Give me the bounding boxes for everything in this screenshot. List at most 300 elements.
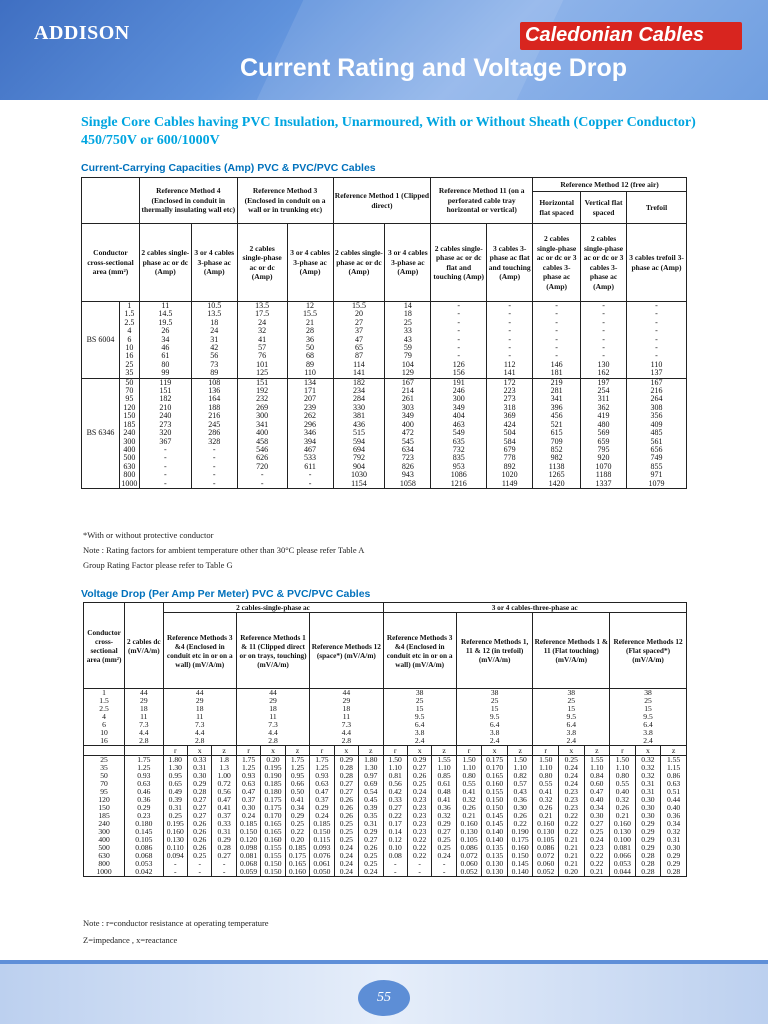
table-cell: 0.33: [193, 755, 207, 764]
table-cell: 0.130: [166, 835, 184, 844]
table-cell: 0.47: [315, 787, 329, 796]
table-cell: 15: [490, 704, 499, 713]
table-cell: -: [655, 326, 658, 336]
table-cell: 7.3: [341, 720, 352, 729]
table-cell: 44: [342, 688, 351, 697]
table-cell: 0.27: [193, 795, 207, 804]
table-cell: -: [602, 334, 605, 344]
table-cell: 1.50: [615, 755, 630, 764]
table-cell: 0.31: [193, 763, 207, 772]
t2-large-col: [482, 756, 508, 877]
table-cell: 80: [161, 359, 170, 369]
table-cell: 0.115: [313, 835, 331, 844]
table-cell: 1.75: [290, 755, 305, 764]
table-cell: 0.30: [641, 811, 655, 820]
table-cell: 0.22: [564, 827, 578, 836]
table-cell: 234: [352, 386, 365, 396]
table-cell: 1.10: [539, 763, 553, 772]
table-cell: 1.5: [99, 696, 109, 705]
table-cell: 630: [98, 851, 110, 860]
table-cell: 0.22: [564, 811, 578, 820]
table-cell: 0.072: [460, 851, 478, 860]
table-cell: 0.086: [460, 843, 478, 852]
t2-head-dc: 2 cables dc (mV/A/m): [125, 603, 163, 689]
table-cell: 14: [403, 301, 412, 310]
table-cell: 0.69: [364, 779, 378, 788]
table-cell: 1058: [399, 478, 416, 488]
table-cell: -: [508, 351, 511, 361]
table-cell: 137: [650, 368, 663, 378]
voltage-drop-table: [83, 602, 687, 877]
table-cell: -: [555, 301, 558, 310]
table-cell: 0.37: [315, 795, 329, 804]
table-cell: 0.155: [486, 787, 504, 796]
table-cell: -: [555, 343, 558, 353]
table-cell: 0.130: [460, 827, 478, 836]
table-cell: 0.052: [537, 867, 555, 876]
table-cell: 0.34: [590, 803, 604, 812]
t2-large-col: [334, 756, 358, 877]
table-cell: 308: [650, 402, 663, 412]
table-cell: 191: [452, 377, 465, 387]
table-cell: 240: [123, 428, 136, 438]
table-cell: 0.29: [666, 851, 681, 860]
table-cell: 25: [100, 755, 108, 764]
table-cell: 188: [208, 402, 221, 412]
t1-head-8: 3 cables 3-phase ac flat and touching (Amp): [487, 224, 533, 302]
table-cell: 0.175: [511, 835, 529, 844]
table-cell: 182: [159, 394, 172, 404]
table-cell: -: [198, 859, 201, 868]
table-cell: 0.24: [339, 851, 353, 860]
table-cell: 0.081: [613, 843, 631, 852]
table-cell: 0.32: [437, 811, 451, 820]
table-cell: 0.56: [217, 787, 231, 796]
t1-head-1: 2 cables single-phase ac or dc (Amp): [139, 224, 191, 302]
t2-head-5: Reference Methods 3 &4 (Enclosed in conduit etc in or on a wall) (mV/A/m): [383, 613, 456, 689]
table-cell: 1.10: [462, 763, 476, 772]
t2-head-8: Reference Methods 12 (Flat spaced*) (mV/A/m): [610, 613, 687, 689]
table-cell: 0.093: [313, 843, 331, 852]
table-cell: 240: [159, 411, 172, 421]
table-cell: 1.8: [219, 755, 229, 764]
table-cell: 0.145: [486, 819, 504, 828]
table-cell: 456: [550, 411, 563, 421]
table-cell: 112: [503, 359, 516, 369]
table-cell: 0.29: [641, 843, 655, 852]
table-cell: 0.26: [615, 803, 630, 812]
table-cell: 1.75: [315, 755, 329, 764]
table-cell: -: [418, 867, 421, 876]
table-cell: 42: [210, 343, 219, 353]
table-cell: 0.24: [339, 859, 353, 868]
table-cell: 15.5: [351, 301, 366, 310]
table-cell: 0.39: [168, 795, 182, 804]
t1-g1-col: [385, 302, 431, 379]
table-cell: 0.23: [413, 811, 427, 820]
table-cell: 0.61: [437, 779, 451, 788]
table-cell: 1188: [595, 470, 612, 480]
table-cell: 110: [304, 368, 316, 378]
table-cell: 2.4: [566, 736, 577, 745]
table-cell: 0.33: [217, 819, 231, 828]
table-cell: 38: [644, 688, 652, 697]
table-cell: 720: [256, 461, 269, 471]
table-cell: 0.105: [460, 835, 478, 844]
table-cell: 0.30: [641, 795, 655, 804]
t2-large-col: [285, 756, 309, 877]
t2-sub-x: x: [188, 746, 212, 756]
table-cell: 0.93: [137, 771, 151, 780]
table-cell: 0.41: [217, 803, 231, 812]
table-cell: -: [555, 317, 558, 327]
table-cell: 0.43: [513, 787, 527, 796]
table-cell: 0.40: [666, 803, 681, 812]
table-cell: 311: [597, 394, 610, 404]
table-cell: 7.3: [194, 720, 205, 729]
t2-large-col: [383, 756, 407, 877]
page-header: [0, 0, 768, 100]
table-cell: 41: [258, 334, 267, 344]
table-cell: 1.10: [590, 763, 604, 772]
t1-g2-col: [287, 378, 333, 488]
t2-sub-r: r: [533, 746, 559, 756]
table-cell: 0.150: [486, 803, 504, 812]
table-cell: 68: [306, 351, 315, 361]
t2-sub-x: x: [334, 746, 358, 756]
table-cell: 15: [415, 704, 424, 713]
table-cell: 57: [258, 343, 267, 353]
t1-g2-col: [431, 378, 487, 488]
table-cell: 16: [125, 351, 134, 361]
t2-head-4: Reference Methods 12 (space*) (mV/A/m): [310, 613, 383, 689]
table-cell: 904: [352, 461, 365, 471]
table-cell: 0.17: [388, 819, 402, 828]
table-cell: -: [260, 470, 264, 480]
t1-g2-col: [581, 378, 627, 488]
t1-label-bs6346: BS 6346: [82, 378, 120, 488]
table-cell: 341: [256, 419, 269, 429]
table-cell: 0.21: [539, 811, 553, 820]
table-cell: 533: [304, 453, 317, 463]
table-cell: 0.21: [564, 843, 578, 852]
table-cell: 43: [403, 334, 412, 344]
table-cell: 38: [567, 688, 576, 697]
table-cell: 0.65: [168, 779, 182, 788]
table-cell: 47: [354, 334, 363, 344]
table-cell: 18: [403, 309, 412, 319]
t1-g1-col: [431, 302, 487, 379]
table-cell: 0.22: [564, 819, 578, 828]
table-cell: 1.25: [290, 763, 305, 772]
table-cell: 0.29: [217, 835, 231, 844]
t1-g1-col: [287, 302, 333, 379]
table-cell: 0.081: [240, 851, 258, 860]
table-cell: -: [457, 309, 461, 319]
t1-g1-col: [487, 302, 533, 379]
table-cell: 1: [127, 301, 132, 310]
table-cell: 953: [452, 461, 465, 471]
table-cell: 0.150: [486, 795, 504, 804]
table-cell: 185: [98, 811, 110, 820]
t2-large-col: [84, 756, 125, 877]
table-cell: 0.23: [590, 843, 604, 852]
t1-g2-col: [139, 378, 191, 488]
table-cell: 120: [123, 402, 136, 412]
current-capacity-table: [81, 177, 687, 489]
table-cell: 1.10: [513, 763, 527, 772]
table-cell: 1.75: [137, 755, 151, 764]
table-cell: -: [602, 343, 605, 353]
table-cell: 210: [159, 402, 172, 412]
table-cell: -: [457, 301, 461, 310]
table-cell: 3.8: [566, 728, 577, 737]
table-cell: 10.5: [207, 301, 222, 310]
table-cell: 0.086: [135, 843, 153, 852]
table-cell: 0.25: [364, 851, 378, 860]
t2-sub-z: z: [285, 746, 309, 756]
table-cell: 61: [161, 351, 170, 361]
table-cell: 0.27: [388, 803, 402, 812]
table-cell: 0.25: [339, 835, 353, 844]
table-cell: 0.185: [264, 779, 282, 788]
table-cell: 0.25: [339, 827, 353, 836]
table-cell: 0.56: [388, 779, 402, 788]
table-cell: 855: [650, 461, 663, 471]
table-cell: 0.27: [364, 835, 378, 844]
table-cell: 0.28: [641, 851, 655, 860]
table-cell: 0.21: [564, 835, 578, 844]
table-cell: -: [508, 309, 511, 319]
table-cell: 273: [159, 419, 172, 429]
table-cell: 6: [102, 720, 106, 729]
table-cell: 545: [401, 436, 414, 446]
table-cell: 943: [401, 470, 414, 480]
table-cell: 0.23: [413, 803, 427, 812]
table-cell: 119: [159, 377, 172, 387]
t1-g1-col: [139, 302, 191, 379]
table-cell: 0.27: [437, 827, 451, 836]
table-cell: 9.5: [643, 712, 653, 721]
table-cell: 31: [210, 334, 219, 344]
table-cell: -: [164, 478, 167, 488]
table-cell: 4.4: [139, 728, 149, 737]
t2-large-col: [432, 756, 456, 877]
t1-head-3: 2 cables single-phase ac or dc (Amp): [237, 224, 287, 302]
table-cell: 0.145: [135, 827, 153, 836]
table-cell: 296: [304, 419, 317, 429]
table-cell: -: [508, 317, 511, 327]
table-cell: 303: [401, 402, 414, 412]
table-cell: 65: [354, 343, 363, 353]
table-cell: 0.140: [486, 835, 504, 844]
table-cell: 46: [161, 343, 170, 353]
table-cell: 0.54: [364, 787, 378, 796]
table-cell: 1070: [595, 461, 612, 471]
table-cell: 349: [401, 411, 414, 421]
table-cell: 0.160: [166, 827, 184, 836]
table-cell: 151: [256, 377, 269, 387]
table-cell: 0.29: [290, 811, 305, 820]
table-cell: 232: [256, 394, 269, 404]
table-cell: 320: [159, 428, 172, 438]
table-cell: 419: [597, 411, 610, 421]
table-cell: 0.55: [615, 779, 630, 788]
table-cell: 1030: [350, 470, 367, 480]
table-cell: 172: [503, 377, 516, 387]
table-cell: 0.22: [388, 811, 402, 820]
table-cell: 0.180: [135, 819, 153, 828]
table-cell: 0.23: [564, 795, 578, 804]
table-cell: 182: [352, 377, 365, 387]
table-cell: 110: [650, 359, 663, 369]
table-cell: 0.48: [437, 787, 451, 796]
t2-large-rows: [84, 756, 687, 877]
t2-head-7: Reference Methods 1 & 11 (Flat touching) (mV/A/m): [533, 613, 610, 689]
table-cell: 11: [161, 301, 170, 310]
table-cell: 0.80: [539, 771, 553, 780]
table-cell: 594: [352, 436, 365, 446]
table-cell: 1.30: [364, 763, 378, 772]
table-cell: 6: [127, 334, 132, 344]
table-cell: 0.31: [217, 827, 231, 836]
table-cell: 356: [650, 411, 663, 421]
table-cell: 341: [550, 394, 563, 404]
table-cell: 0.061: [313, 859, 331, 868]
table-cell: 0.120: [240, 835, 258, 844]
table-cell: 101: [256, 359, 269, 369]
table-cell: 0.25: [437, 835, 451, 844]
table-cell: 318: [503, 402, 516, 412]
table-cell: 0.22: [413, 843, 427, 852]
table-cell: 27: [354, 317, 363, 327]
table-cell: 44: [195, 688, 204, 697]
table-cell: 920: [597, 453, 610, 463]
t2-small-col: [383, 689, 456, 746]
t2-sub-x: x: [407, 746, 431, 756]
table-cell: 156: [452, 368, 465, 378]
table-cell: 634: [401, 444, 414, 454]
table-cell: 367: [159, 436, 172, 446]
table-cell: 615: [550, 428, 563, 438]
t1-g2-col: [333, 378, 385, 488]
table-cell: 141: [503, 368, 516, 378]
table-cell: 1.25: [137, 763, 151, 772]
table-cell: -: [418, 859, 421, 868]
table-cell: 0.22: [513, 819, 527, 828]
table-cell: 104: [401, 359, 414, 369]
table-cell: 273: [503, 394, 516, 404]
t2-sub-x: x: [482, 746, 508, 756]
table-cell: 219: [550, 377, 563, 387]
table-cell: 29: [140, 696, 148, 705]
t2-sub-z: z: [661, 746, 687, 756]
table-cell: 0.29: [339, 755, 353, 764]
table-cell: 0.160: [537, 819, 555, 828]
table-cell: 79: [403, 351, 412, 361]
table-cell: 0.150: [264, 859, 282, 868]
table-cell: 0.185: [313, 819, 331, 828]
table-cell: 0.105: [537, 835, 555, 844]
table-cell: 0.175: [288, 851, 307, 860]
table-cell: 11: [140, 712, 148, 721]
table-cell: 0.190: [511, 827, 529, 836]
table-cell: 0.29: [364, 827, 378, 836]
t2-head-3: Reference Methods 1 & 11 (Clipped direct or on trays, touching) (mV/A/m): [236, 613, 309, 689]
table-cell: 0.26: [539, 803, 553, 812]
table-cell: 89: [210, 368, 219, 378]
t1-group-bs6346: [82, 378, 687, 488]
table-cell: 394: [304, 436, 317, 446]
table-cell: 0.165: [288, 859, 307, 868]
table-cell: 0.110: [166, 843, 184, 852]
table-cell: 0.30: [590, 811, 604, 820]
table-cell: 409: [650, 419, 663, 429]
table-cell: 0.26: [193, 827, 207, 836]
table-cell: 0.30: [241, 803, 256, 812]
table-cell: 0.160: [288, 867, 307, 876]
table-cell: 521: [550, 419, 563, 429]
table-cell: 0.20: [564, 867, 578, 876]
table-cell: 146: [550, 359, 563, 369]
t2-small-col: [163, 689, 236, 746]
table-cell: -: [442, 867, 446, 876]
table-cell: -: [555, 326, 558, 336]
table-cell: -: [164, 453, 167, 463]
t2-large-col: [359, 756, 383, 877]
table-cell: 0.27: [193, 803, 207, 812]
table-cell: 1.10: [615, 763, 630, 772]
table-cell: 458: [256, 436, 269, 446]
table-cell: -: [508, 301, 511, 310]
table-cell: 162: [597, 368, 610, 378]
table-cell: 0.28: [641, 867, 655, 876]
table-cell: 1.75: [241, 755, 256, 764]
table-cell: 245: [208, 419, 221, 429]
table1-caption: Current-Carrying Capacities (Amp) PVC & PVC/PVC Cables: [81, 162, 376, 174]
table-cell: -: [393, 859, 397, 868]
t1-head-5: 2 cables single-phase ac or dc (Amp): [333, 224, 385, 302]
table-cell: 0.81: [388, 771, 402, 780]
table-cell: 800: [98, 859, 110, 868]
table-cell: 749: [650, 453, 663, 463]
table-cell: 0.059: [240, 867, 258, 876]
table-cell: 1.50: [539, 755, 553, 764]
table-cell: 0.22: [590, 851, 604, 860]
table-cell: 0.098: [240, 843, 258, 852]
table-cell: 0.63: [315, 779, 329, 788]
table-cell: 0.25: [290, 819, 305, 828]
table-cell: 239: [304, 402, 317, 412]
t2-head-2: Reference Methods 3 &4 (Enclosed in conduit etc in or on a wall) (mV/A/m): [163, 613, 236, 689]
table-cell: 0.24: [437, 851, 451, 860]
table-cell: 18: [195, 704, 204, 713]
table-cell: 0.130: [613, 827, 631, 836]
table-cell: 0.170: [264, 811, 282, 820]
table-cell: 0.32: [641, 755, 655, 764]
table-cell: 2.5: [124, 317, 135, 327]
table-cell: 0.100: [613, 835, 631, 844]
table-cell: 1216: [450, 478, 467, 488]
table-cell: 0.175: [264, 795, 282, 804]
table-cell: 1020: [501, 470, 518, 480]
t2-note-1: Note : r=conductor resistance at operating temperature: [83, 918, 269, 928]
t2-sub-r: r: [163, 746, 187, 756]
table-cell: 18: [342, 704, 351, 713]
table-cell: 1.25: [315, 763, 329, 772]
t1-corner: [82, 178, 140, 224]
table-cell: 95: [125, 394, 134, 404]
